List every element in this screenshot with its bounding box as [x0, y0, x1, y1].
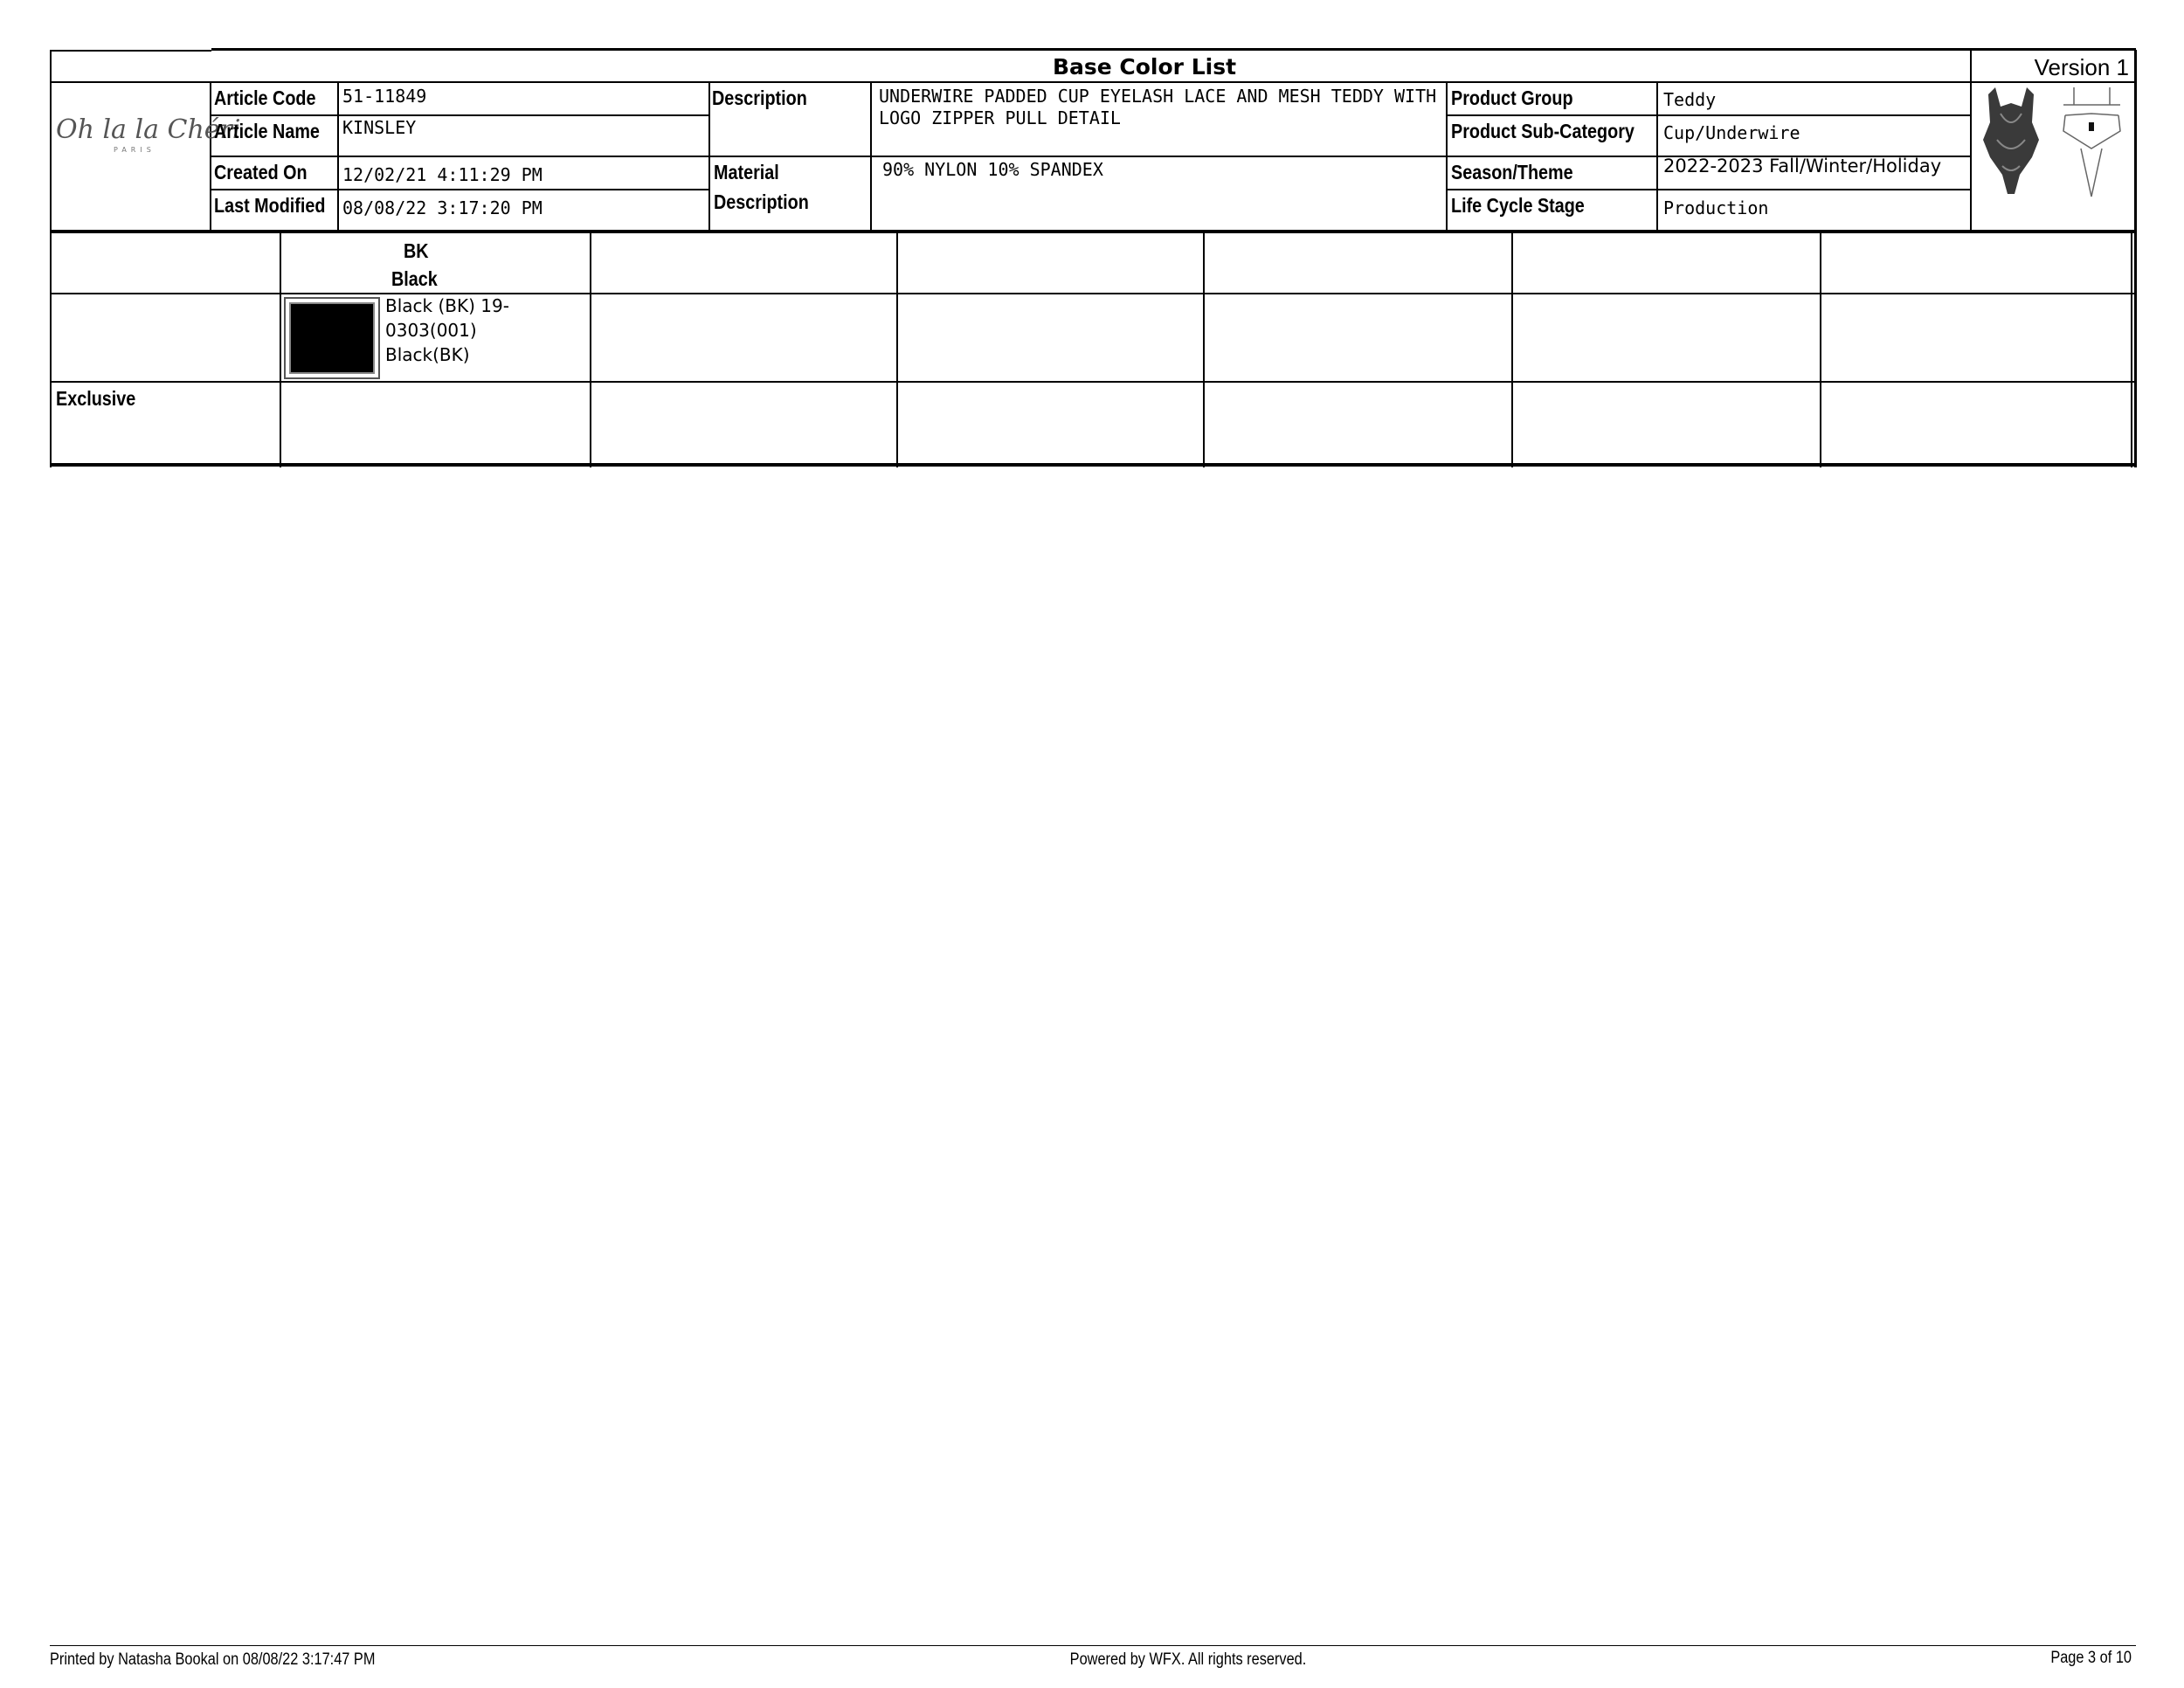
article-code-value: 51-11849 [342, 86, 427, 107]
product-photo [1976, 87, 2046, 201]
table-border-top-left [50, 50, 211, 52]
color-detail-line3: Black(BK) [385, 344, 470, 365]
color-swatch-fill [289, 302, 375, 374]
description-value: UNDERWIRE PADDED CUP EYELASH LACE AND MESH TEDDY WITH LOGO ZIPPER PULL DETAIL [879, 86, 1437, 128]
product-sketch [2055, 87, 2129, 201]
printed-by: Printed by Natasha Bookal on 08/08/22 3:17:47 PM [50, 1650, 376, 1669]
grid-col-6 [1820, 232, 1821, 467]
row-line-3b [1446, 189, 1972, 190]
article-name-label: Article Name [214, 120, 320, 142]
grid-row-line-2 [50, 381, 2136, 383]
svg-text:Oh la la Chéri: Oh la la Chéri [56, 114, 241, 145]
last-modified-value: 08/08/22 3:17:20 PM [342, 197, 543, 218]
table-border-right [2134, 50, 2137, 467]
color-code-header: BK [404, 239, 429, 262]
grid-col-5 [1511, 232, 1513, 467]
season-label: Season/Theme [1451, 161, 1573, 183]
season-value: 2022-2023 Fall/Winter/Holiday [1663, 156, 1942, 176]
color-swatch [284, 297, 380, 379]
product-group-label: Product Group [1451, 86, 1573, 109]
grid-col-7 [2131, 232, 2132, 467]
created-on-value: 12/02/21 4:11:29 PM [342, 164, 543, 185]
material-label: Material [714, 161, 779, 183]
table-border-top [211, 48, 2136, 51]
header-bottom-line [50, 230, 2136, 233]
article-code-label: Article Code [214, 86, 316, 109]
created-on-label: Created On [214, 161, 308, 183]
grid-col-4 [1203, 232, 1205, 467]
last-modified-label: Last Modified [214, 194, 326, 217]
material-value: 90% NYLON 10% SPANDEX [882, 159, 1103, 180]
row-line-3a [210, 189, 709, 190]
article-name-value: KINSLEY [342, 117, 417, 138]
version-label: Version 1 [2034, 54, 2129, 80]
row-line-1b [1446, 114, 1972, 116]
row-line-1a [210, 114, 709, 116]
lifecycle-label: Life Cycle Stage [1451, 194, 1585, 217]
footer-line [50, 1645, 2136, 1646]
description-label: Description [712, 86, 807, 109]
grid-bottom-line [50, 463, 2136, 467]
svg-text:PARIS: PARIS [114, 146, 156, 154]
material-label-line2: Description [714, 190, 809, 213]
table-border-left [50, 50, 52, 467]
product-subcategory-label: Product Sub-Category [1451, 120, 1635, 142]
grid-col-1 [280, 232, 281, 467]
color-detail-line1: Black (BK) 19- [385, 295, 509, 316]
product-group-value: Teddy [1663, 89, 1717, 110]
grid-col-2 [590, 232, 591, 467]
color-detail-line2: 0303(001) [385, 320, 477, 341]
grid-row-line-1 [50, 293, 2136, 294]
brand-logo [52, 105, 241, 157]
exclusive-label: Exclusive [56, 387, 136, 410]
color-name-header: Black [391, 267, 438, 290]
powered-by: Powered by WFX. All rights reserved. [1069, 1650, 1307, 1669]
grid-col-3 [896, 232, 898, 467]
page-number: Page 3 of 10 [2050, 1649, 2132, 1667]
product-subcategory-value: Cup/Underwire [1663, 122, 1800, 143]
page-title: Base Color List [1052, 54, 1237, 80]
lifecycle-value: Production [1663, 197, 1769, 218]
